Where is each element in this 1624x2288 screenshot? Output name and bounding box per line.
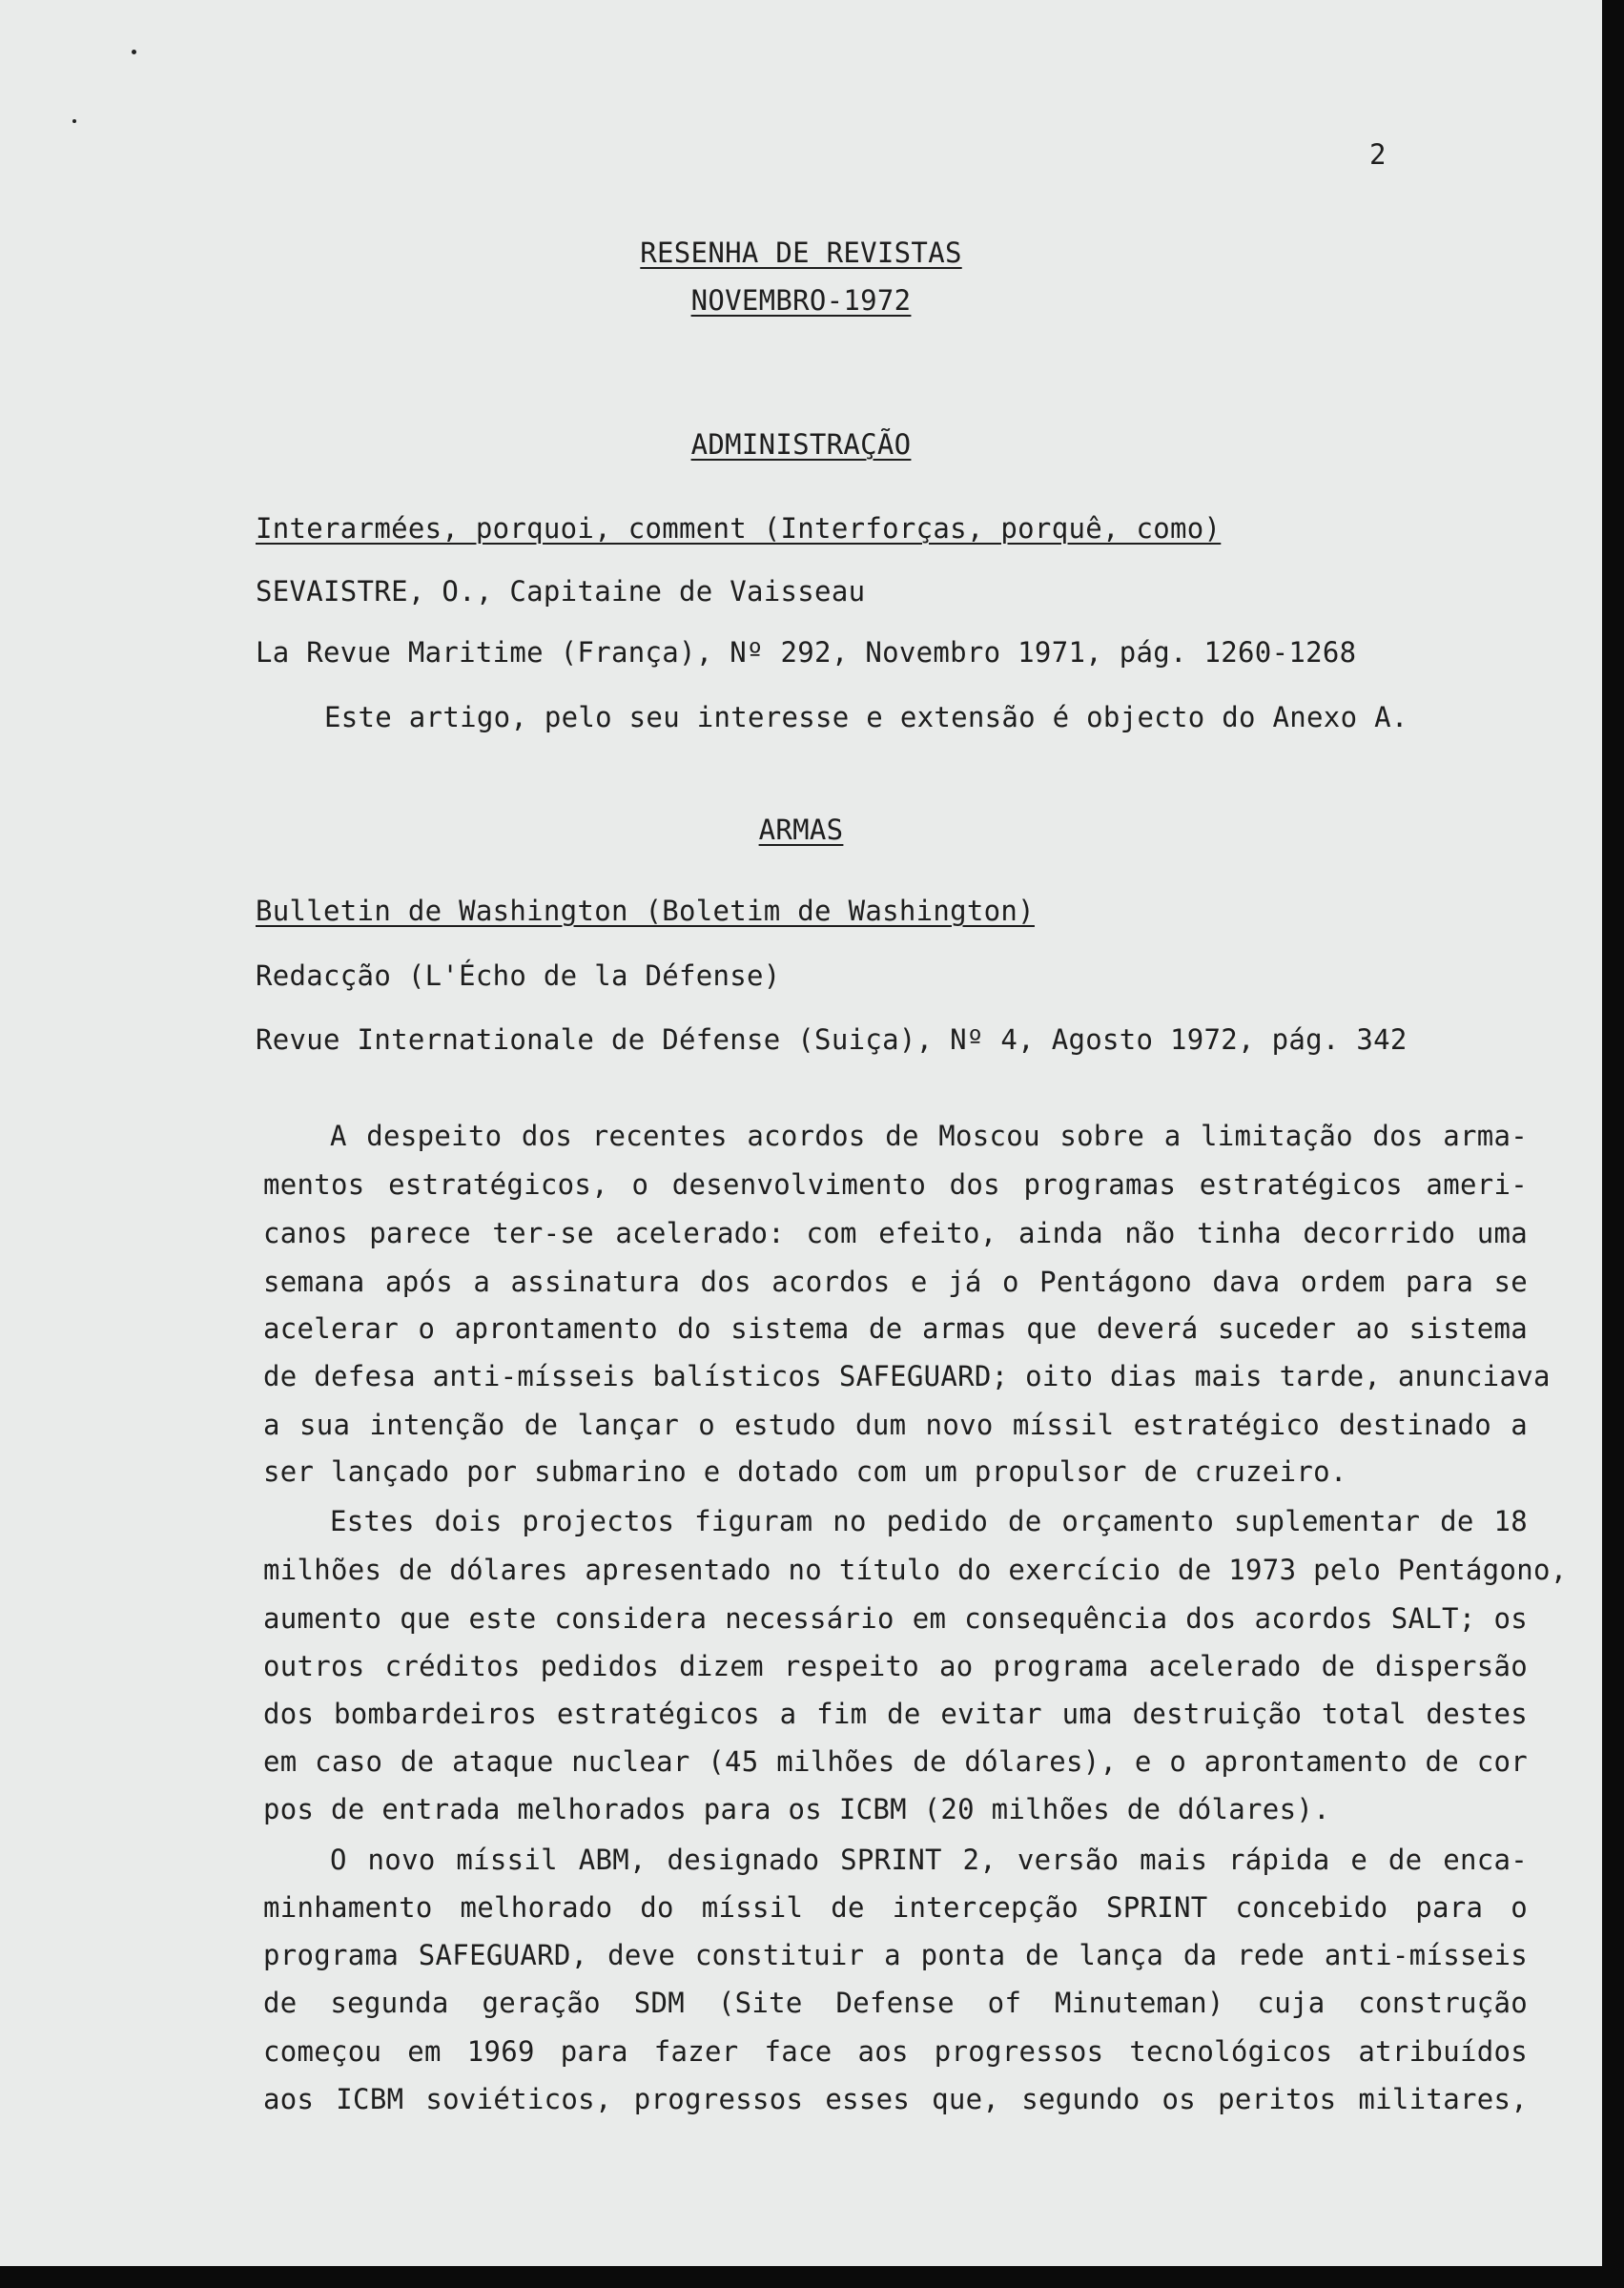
body-line: de segunda geração SDM (Site Defense of Minuteman) cuja construção (263, 1987, 1528, 2019)
body-line: dos bombardeiros estratégicos a fim de evitar uma destruição total destes (263, 1698, 1528, 1730)
body-line: em caso de ataque nuclear (45 milhões de dólares), e o aprontamento de cor (263, 1745, 1528, 1778)
article-author: SEVAISTRE, O., Capitaine de Vaisseau (256, 575, 866, 608)
body-line: A despeito dos recentes acordos de Moscou sobre a limitação dos arma- (330, 1120, 1528, 1152)
document-title: RESENHA DE REVISTAS (640, 237, 962, 269)
body-line: ser lançado por submarino e dotado com um propulsor de cruzeiro. (263, 1455, 1347, 1488)
body-line: pos de entrada melhorados para os ICBM (20 milhões de dólares). (263, 1793, 1330, 1825)
article-author: Redacção (L'Écho de la Défense) (256, 959, 781, 992)
body-line: programa SAFEGUARD, deve constituir a ponta de lança da rede anti-mísseis (263, 1939, 1528, 1971)
body-line: de defesa anti-mísseis balísticos SAFEGUARD; oito dias mais tarde, anunciava (263, 1360, 1551, 1392)
document-date: NOVEMBRO-1972 (690, 284, 912, 317)
body-line: começou em 1969 para fazer face aos progressos tecnológicos atribuídos (263, 2035, 1528, 2068)
punch-mark (72, 119, 76, 123)
page-number: 2 (1369, 138, 1387, 171)
body-line: a sua intenção de lançar o estudo dum novo míssil estratégico destinado a (263, 1409, 1528, 1441)
section-heading-administracao: ADMINISTRAÇÃO (690, 428, 912, 461)
body-line: milhões de dólares apresentado no título do exercício de 1973 pelo Pentágono, (263, 1554, 1568, 1586)
article-note: Este artigo, pelo seu interesse e extensão é objecto do Anexo A. (324, 701, 1408, 733)
article-source: La Revue Maritime (França), Nº 292, Novembro 1971, pág. 1260-1268 (256, 636, 1357, 669)
body-line: Estes dois projectos figuram no pedido de orçamento suplementar de 18 (330, 1505, 1528, 1537)
article-title: Interarmées, porquoi, comment (Interforças, porquê, como) (256, 512, 1222, 545)
body-line: minhamento melhorado do míssil de intercepção SPRINT concebido para o (263, 1891, 1528, 1924)
body-line: acelerar o aprontamento do sistema de armas que deverá suceder ao sistema (263, 1312, 1528, 1345)
body-line: semana após a assinatura dos acordos e já o Pentágono dava ordem para se (263, 1266, 1528, 1298)
body-line: aos ICBM soviéticos, progressos esses que, segundo os peritos militares, (263, 2083, 1528, 2115)
body-line: aumento que este considera necessário em consequência dos acordos SALT; os (263, 1602, 1528, 1635)
body-line: outros créditos pedidos dizem respeito ao programa acelerado de dispersão (263, 1650, 1528, 1682)
body-line: canos parece ter-se acelerado: com efeito, ainda não tinha decorrido uma (263, 1217, 1528, 1249)
article-source: Revue Internationale de Défense (Suiça), Nº 4, Agosto 1972, pág. 342 (256, 1023, 1408, 1056)
body-line: mentos estratégicos, o desenvolvimento dos programas estratégicos ameri- (263, 1168, 1528, 1201)
body-line: O novo míssil ABM, designado SPRINT 2, versão mais rápida e de enca- (330, 1844, 1528, 1876)
punch-mark (132, 50, 136, 54)
article-title: Bulletin de Washington (Boletim de Washington) (256, 895, 1035, 927)
section-heading-armas: ARMAS (758, 814, 844, 846)
